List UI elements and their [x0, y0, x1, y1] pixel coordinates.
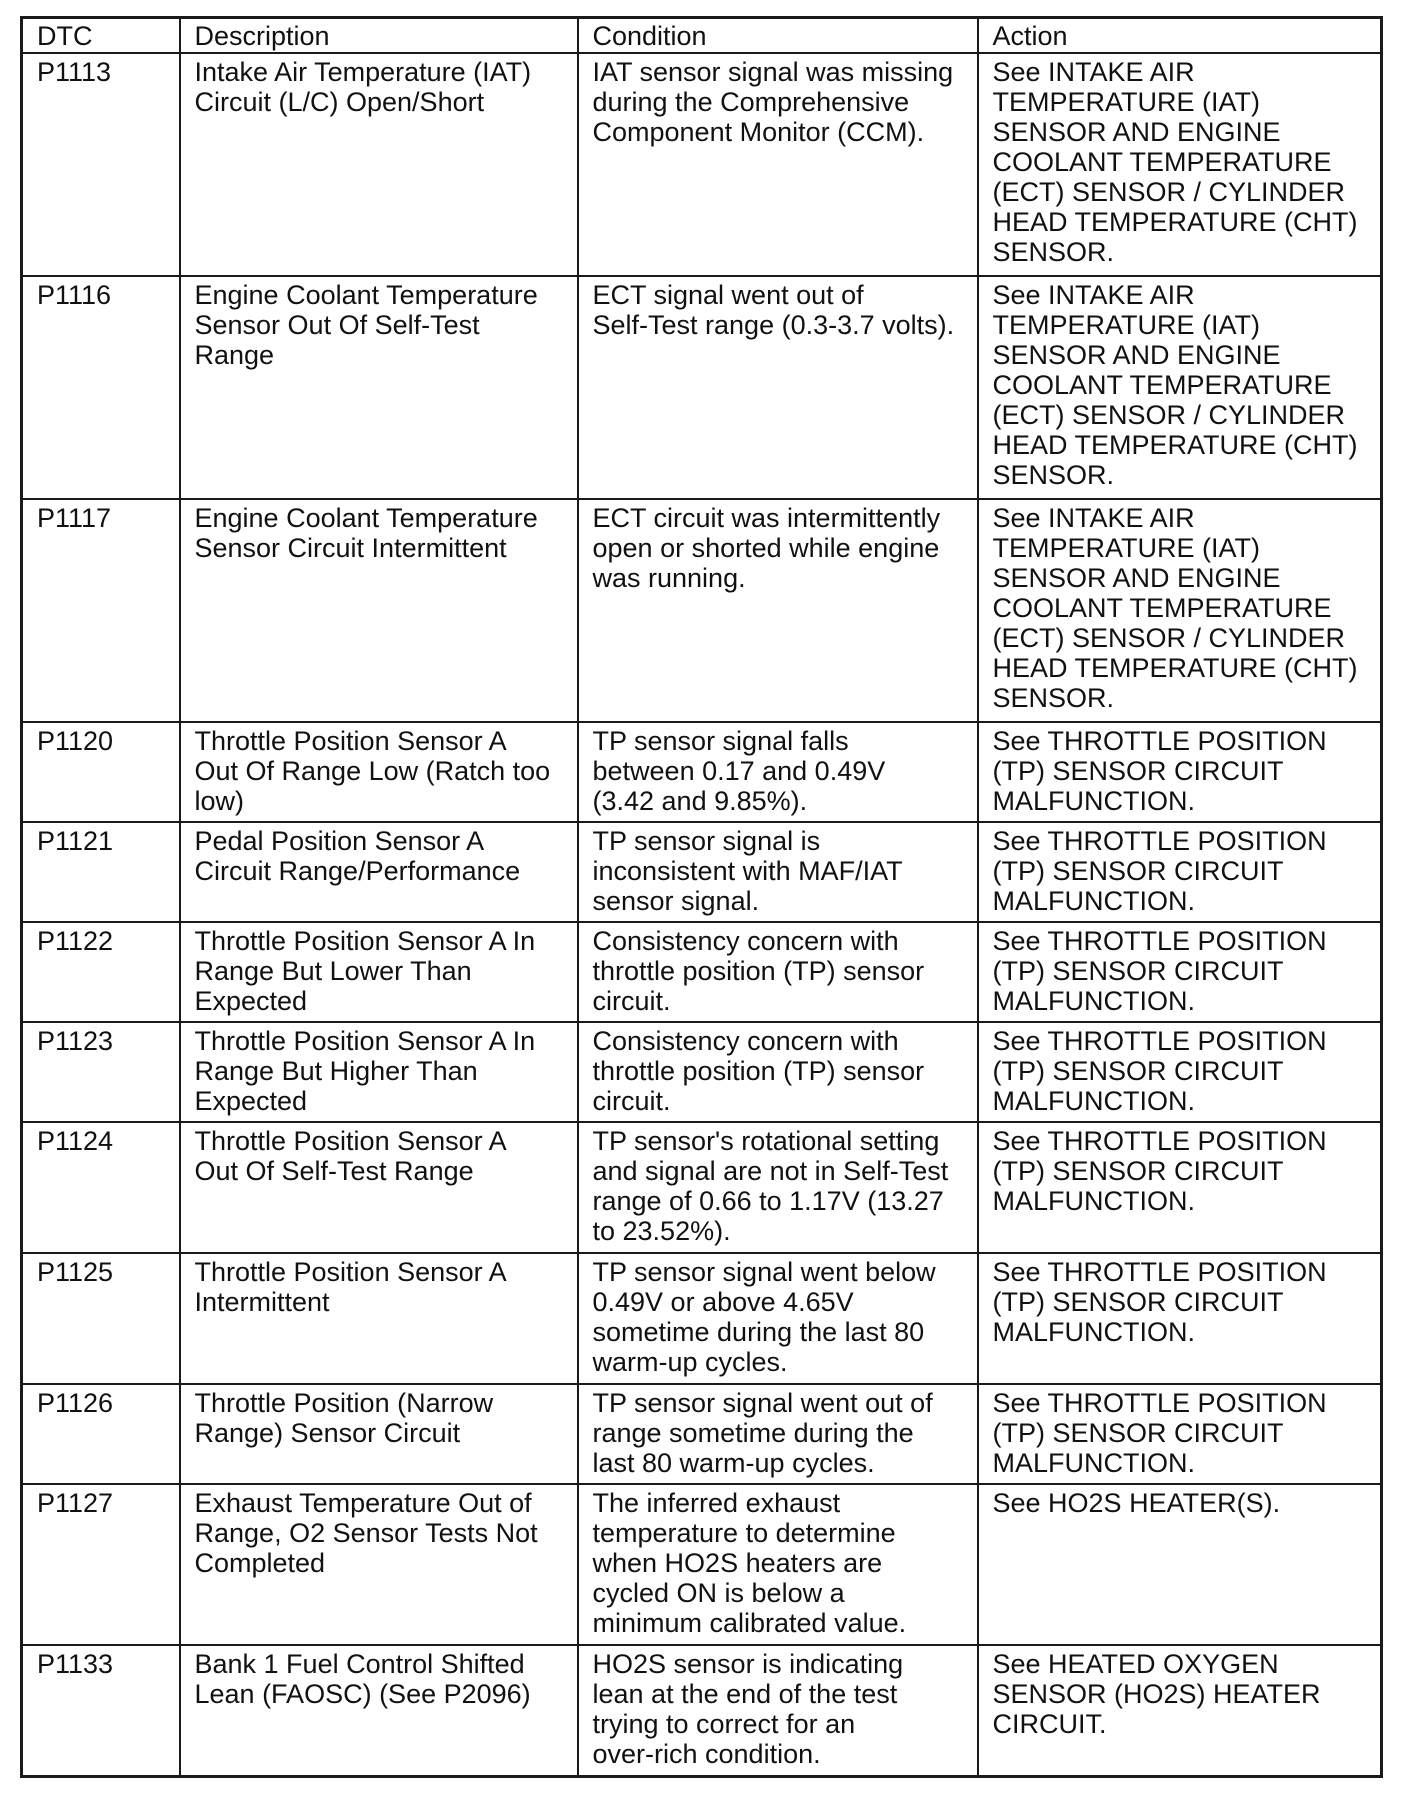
- dtc-condition: ECT signal went out of Self-Test range (0.3-3.7 volts).: [578, 276, 978, 499]
- table-header-row: [22, 18, 1382, 54]
- table-row: [22, 1253, 1382, 1384]
- table-row: [22, 1122, 1382, 1253]
- dtc-action: See INTAKE AIR TEMPERATURE (IAT) SENSOR AND ENGINE COOLANT TEMPERATURE (ECT) SENSOR / CYLINDER HEAD TEMPERATURE (CHT) SENSOR.: [978, 276, 1382, 499]
- dtc-description: Exhaust Temperature Out of Range, O2 Sensor Tests Not Completed: [180, 1484, 578, 1645]
- dtc-condition: Consistency concern with throttle position (TP) sensor circuit.: [578, 922, 978, 1022]
- dtc-description: Throttle Position Sensor A Intermittent: [180, 1253, 578, 1384]
- dtc-document: [20, 16, 1380, 1778]
- dtc-description: Throttle Position Sensor A In Range But Lower Than Expected: [180, 922, 578, 1022]
- table-row: [22, 1645, 1382, 1776]
- table-row: [22, 1384, 1382, 1484]
- dtc-action: See HO2S HEATER(S).: [978, 1484, 1382, 1645]
- dtc-table: [20, 16, 1383, 1778]
- table-row: [22, 53, 1382, 276]
- dtc-description: Throttle Position Sensor A Out Of Range Low (Ratch too low): [180, 722, 578, 822]
- table-row: [22, 499, 1382, 722]
- dtc-action: See THROTTLE POSITION (TP) SENSOR CIRCUIT MALFUNCTION.: [978, 722, 1382, 822]
- dtc-code: P1125: [22, 1253, 180, 1384]
- table-row: [22, 722, 1382, 822]
- dtc-condition: TP sensor signal went out of range sometime during the last 80 warm-up cycles.: [578, 1384, 978, 1484]
- dtc-description: Engine Coolant Temperature Sensor Out Of Self-Test Range: [180, 276, 578, 499]
- dtc-action: See THROTTLE POSITION (TP) SENSOR CIRCUIT MALFUNCTION.: [978, 1022, 1382, 1122]
- table-row: [22, 922, 1382, 1022]
- dtc-condition: TP sensor signal is inconsistent with MAF/IAT sensor signal.: [578, 822, 978, 922]
- dtc-description: Engine Coolant Temperature Sensor Circuit Intermittent: [180, 499, 578, 722]
- table-row: [22, 1022, 1382, 1122]
- dtc-condition: HO2S sensor is indicating lean at the end of the test trying to correct for an over-rich condition.: [578, 1645, 978, 1776]
- dtc-action: See INTAKE AIR TEMPERATURE (IAT) SENSOR AND ENGINE COOLANT TEMPERATURE (ECT) SENSOR / CYLINDER HEAD TEMPERATURE (CHT) SENSOR.: [978, 499, 1382, 722]
- dtc-action: See THROTTLE POSITION (TP) SENSOR CIRCUIT MALFUNCTION.: [978, 1122, 1382, 1253]
- dtc-description: Bank 1 Fuel Control Shifted Lean (FAOSC) (See P2096): [180, 1645, 578, 1776]
- dtc-description: Throttle Position Sensor A In Range But Higher Than Expected: [180, 1022, 578, 1122]
- dtc-action: See THROTTLE POSITION (TP) SENSOR CIRCUIT MALFUNCTION.: [978, 922, 1382, 1022]
- dtc-code: P1122: [22, 922, 180, 1022]
- dtc-code: P1113: [22, 53, 180, 276]
- dtc-condition: Consistency concern with throttle position (TP) sensor circuit.: [578, 1022, 978, 1122]
- dtc-code: P1124: [22, 1122, 180, 1253]
- dtc-code: P1121: [22, 822, 180, 922]
- dtc-condition: TP sensor signal falls between 0.17 and 0.49V (3.42 and 9.85%).: [578, 722, 978, 822]
- dtc-code: P1116: [22, 276, 180, 499]
- dtc-description: Throttle Position Sensor A Out Of Self-Test Range: [180, 1122, 578, 1253]
- dtc-action: See THROTTLE POSITION (TP) SENSOR CIRCUIT MALFUNCTION.: [978, 1253, 1382, 1384]
- dtc-code: P1117: [22, 499, 180, 722]
- dtc-code: P1126: [22, 1384, 180, 1484]
- dtc-condition: TP sensor's rotational setting and signal are not in Self-Test range of 0.66 to 1.17V (13.27 to 23.52%).: [578, 1122, 978, 1253]
- dtc-code: P1127: [22, 1484, 180, 1645]
- dtc-code: P1123: [22, 1022, 180, 1122]
- dtc-description: Throttle Position (Narrow Range) Sensor Circuit: [180, 1384, 578, 1484]
- dtc-code: P1120: [22, 722, 180, 822]
- dtc-action: See HEATED OXYGEN SENSOR (HO2S) HEATER CIRCUIT.: [978, 1645, 1382, 1776]
- dtc-condition: ECT circuit was intermittently open or shorted while engine was running.: [578, 499, 978, 722]
- dtc-condition: IAT sensor signal was missing during the Comprehensive Component Monitor (CCM).: [578, 53, 978, 276]
- header-action: Action: [978, 18, 1382, 54]
- dtc-description: Pedal Position Sensor A Circuit Range/Performance: [180, 822, 578, 922]
- dtc-code: P1133: [22, 1645, 180, 1776]
- table-row: [22, 276, 1382, 499]
- header-description: Description: [180, 18, 578, 54]
- dtc-action: See INTAKE AIR TEMPERATURE (IAT) SENSOR AND ENGINE COOLANT TEMPERATURE (ECT) SENSOR / CYLINDER HEAD TEMPERATURE (CHT) SENSOR.: [978, 53, 1382, 276]
- table-row: [22, 1484, 1382, 1645]
- dtc-condition: TP sensor signal went below 0.49V or above 4.65V sometime during the last 80 warm-up cycles.: [578, 1253, 978, 1384]
- dtc-description: Intake Air Temperature (IAT) Circuit (L/C) Open/Short: [180, 53, 578, 276]
- dtc-action: See THROTTLE POSITION (TP) SENSOR CIRCUIT MALFUNCTION.: [978, 822, 1382, 922]
- dtc-condition: The inferred exhaust temperature to determine when HO2S heaters are cycled ON is below a minimum calibrated value.: [578, 1484, 978, 1645]
- header-condition: Condition: [578, 18, 978, 54]
- dtc-action: See THROTTLE POSITION (TP) SENSOR CIRCUIT MALFUNCTION.: [978, 1384, 1382, 1484]
- header-dtc: DTC: [22, 18, 180, 54]
- table-row: [22, 822, 1382, 922]
